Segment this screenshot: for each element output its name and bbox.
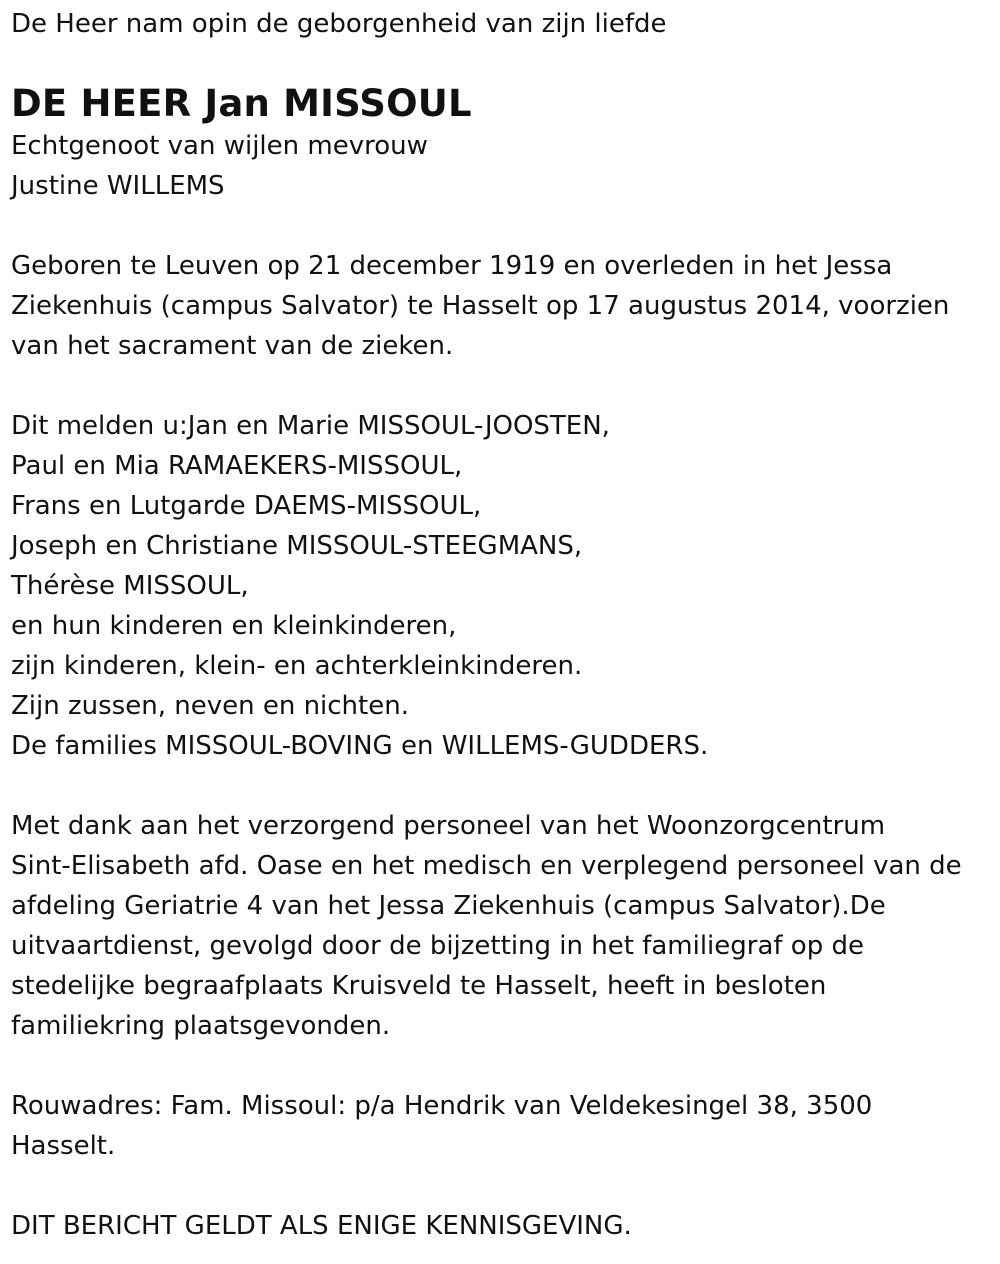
paragraph-line: Geboren te Leuven op 21 december 1919 en overleden in het Jessa [11, 251, 893, 281]
spouse-line: Justine WILLEMS [11, 171, 225, 201]
obituary-notice [11, 0, 991, 1246]
birth-death-paragraph [11, 246, 991, 366]
paragraph-line: Sint-Elisabeth afd. Oase en het medisch en verplegend personeel van de [11, 851, 962, 881]
list-item: en hun kinderen en kleinkinderen, [11, 611, 457, 641]
list-item: Paul en Mia RAMAEKERS-MISSOUL, [11, 451, 463, 481]
intro-line: De Heer nam opin de geborgenheid van zijn liefde [11, 9, 667, 39]
closing-line-block [11, 1206, 991, 1246]
spouse-block [11, 126, 991, 206]
thanks-paragraph [11, 806, 991, 1046]
closing-line: DIT BERICHT GELDT ALS ENIGE KENNISGEVING. [11, 1211, 632, 1241]
paragraph-line: stedelijke begraafplaats Kruisveld te Hasselt, heeft in besloten [11, 971, 827, 1001]
paragraph-line: afdeling Geriatrie 4 van het Jessa Ziekenhuis (campus Salvator).De [11, 891, 886, 921]
paragraph-line: uitvaartdienst, gevolgd door de bijzetting in het familiegraf op de [11, 931, 864, 961]
announcers-list [11, 406, 991, 766]
paragraph-line: van het sacrament van de zieken. [11, 331, 454, 361]
list-item: zijn kinderen, klein- en achterkleinkinderen. [11, 651, 583, 681]
address-paragraph [11, 1086, 991, 1166]
list-item: Frans en Lutgarde DAEMS-MISSOUL, [11, 491, 482, 521]
paragraph-line: Ziekenhuis (campus Salvator) te Hasselt op 17 augustus 2014, voorzien [11, 291, 950, 321]
deceased-name: DE HEER Jan MISSOUL [11, 82, 472, 125]
list-item: Thérèse MISSOUL, [11, 571, 249, 601]
spouse-line: Echtgenoot van wijlen mevrouw [11, 131, 428, 161]
paragraph-line: Met dank aan het verzorgend personeel van het Woonzorgcentrum [11, 811, 886, 841]
paragraph-line: Hasselt. [11, 1131, 116, 1161]
list-item: De families MISSOUL-BOVING en WILLEMS-GUDDERS. [11, 731, 709, 761]
paragraph-line: Rouwadres: Fam. Missoul: p/a Hendrik van Veldekesingel 38, 3500 [11, 1091, 873, 1121]
paragraph-line: familiekring plaatsgevonden. [11, 1011, 391, 1041]
list-item: Dit melden u:Jan en Marie MISSOUL-JOOSTEN, [11, 411, 610, 441]
list-item: Zijn zussen, neven en nichten. [11, 691, 409, 721]
list-item: Joseph en Christiane MISSOUL-STEEGMANS, [11, 531, 583, 561]
